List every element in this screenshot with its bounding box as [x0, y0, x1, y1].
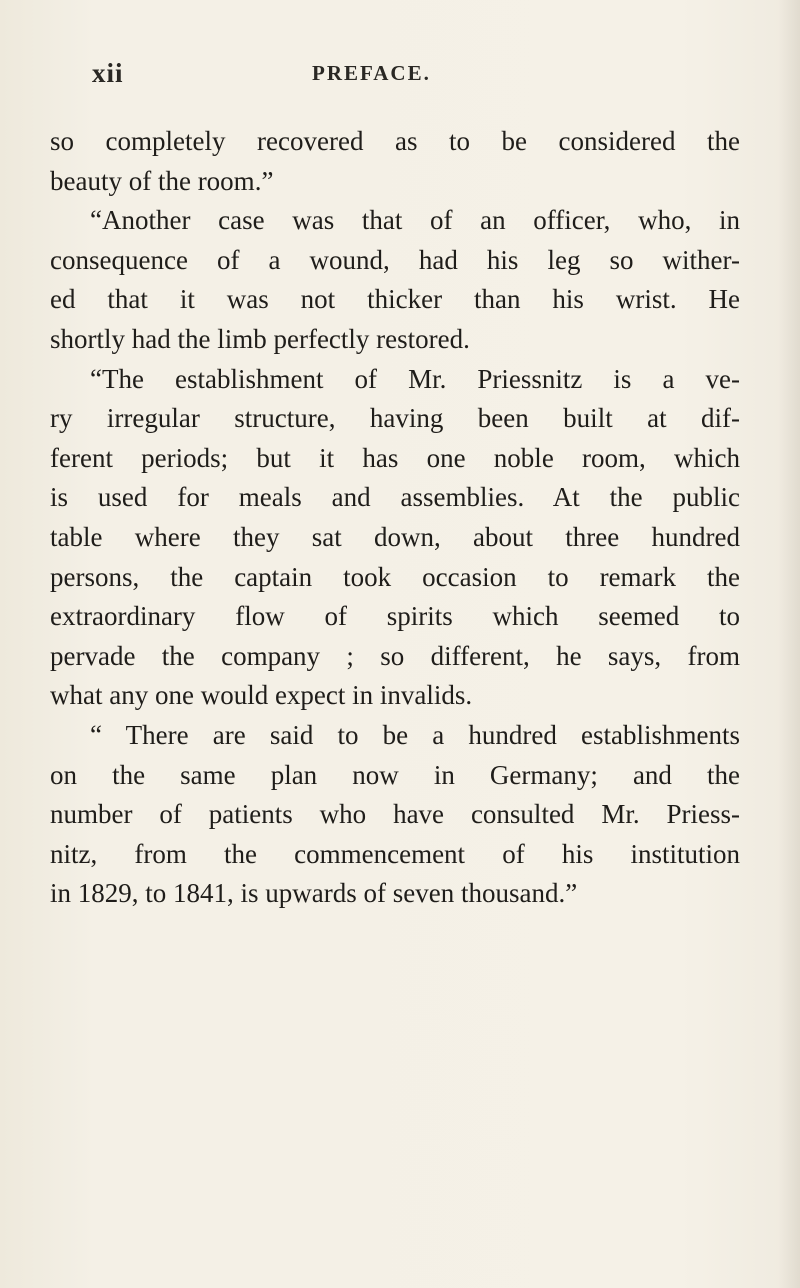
text-line-14: pervade the company ; so different, he says, from	[50, 640, 740, 671]
page-header	[92, 58, 652, 90]
text-line-12: persons, the captain took occasion to remark the	[50, 561, 740, 592]
running-head: PREFACE.	[312, 61, 431, 85]
body-text	[50, 122, 740, 914]
text-line-4: consequence of a wound, had his leg so wither-	[50, 244, 740, 275]
text-line-5: ed that it was not thicker than his wrist. He	[50, 284, 740, 315]
text-line-13: extraordinary flow of spirits which seemed to	[50, 601, 740, 632]
text-line-16: “ There are said to be a hundred establishments	[90, 719, 740, 750]
text-line-10: is used for meals and assemblies. At the public	[50, 482, 740, 513]
text-line-6: shortly had the limb perfectly restored.	[50, 323, 470, 354]
text-line-2: beauty of the room.”	[50, 165, 274, 196]
page-edge-shadow	[778, 0, 800, 1288]
text-line-19: nitz, from the commencement of his institution	[50, 838, 740, 869]
text-line-17: on the same plan now in Germany; and the	[50, 759, 740, 790]
text-line-8: ry irregular structure, having been built at dif-	[50, 403, 740, 434]
text-line-15: what any one would expect in invalids.	[50, 680, 473, 711]
text-line-1: so completely recovered as to be considered the	[50, 126, 740, 156]
text-line-11: table where they sat down, about three hundred	[50, 521, 740, 552]
text-line-9: ferent periods; but it has one noble room, which	[50, 442, 740, 473]
text-line-3: “Another case was that of an officer, who, in	[90, 205, 740, 236]
text-line-20: in 1829, to 1841, is upwards of seven thousand.”	[50, 878, 578, 909]
text-line-18: number of patients who have consulted Mr. Priess-	[50, 799, 740, 830]
text-line-7: “The establishment of Mr. Priessnitz is a ve-	[90, 363, 740, 394]
page-number: xii	[92, 58, 124, 88]
